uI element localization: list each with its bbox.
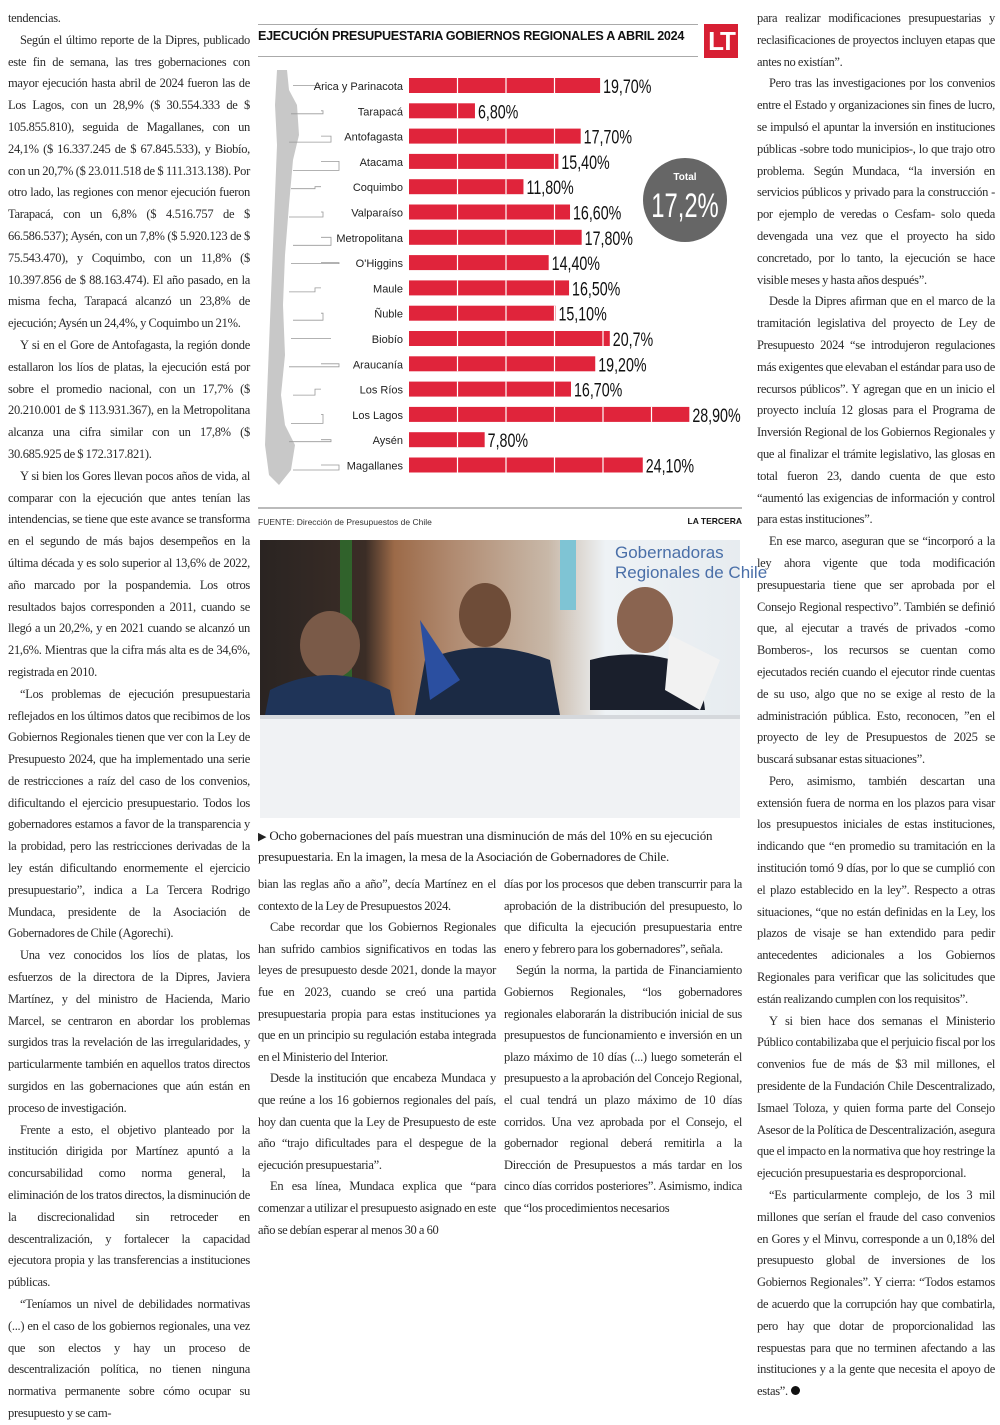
leader-line — [291, 263, 339, 264]
value-label: 19,20% — [598, 354, 647, 376]
photo-caption: ▶ Ocho gobernaciones del país muestran una disminución de más del 10% en su ejecución presupuestaria. En la imagen, la mesa de la Asociación de Gobernadores de Chile. — [258, 828, 713, 864]
photo-illustration — [260, 540, 768, 818]
chart-brand: LA TERCERA — [687, 516, 742, 526]
bar — [409, 230, 582, 245]
bar — [409, 331, 610, 346]
banner-text: Gobernadoras Regionales de Chile — [615, 543, 768, 582]
leader-line — [293, 465, 339, 470]
paragraph: Y si bien hace dos semanas el Ministerio Público contabilizaba que el perjuicio fiscal por los convenios fue de más de $3 mil millones, el presidente de la Fundación Chile Descentralizado, Ismael Toloza, y quien forma parte del Consejo Asesor de la Política de Descentralización, asegura que el impacto en la normativa que hoy restringe la ejecución presupuestaria es desproporcional. — [757, 1013, 995, 1181]
leader-line — [293, 313, 323, 320]
category-label: Magallanes — [346, 460, 403, 473]
paragraph: Pero tras las investigaciones por los convenios entre el Estado y organizaciones sin fines de lucro, se impulsó el apuntar la inversión en instituciones públicas -sobre todo municipios-, lo que trajo otro problema. Según Mundaca, “la inversión en servicios públicos y privado para la construcción -por ejemplo de veredas o Cesfam- solo queda devengada una vez que el proyecto ha sido concretado, por lo tanto, la ejecución se hace visible meses y hasta años después”. — [757, 76, 995, 287]
category-label: Atacama — [359, 156, 403, 169]
leader-line — [289, 440, 331, 442]
leader-line — [291, 414, 323, 423]
bar — [409, 356, 595, 371]
bar-chart — [255, 65, 745, 505]
value-label: 17,70% — [583, 126, 632, 149]
total-value: 17,2% — [651, 186, 719, 226]
caption-arrow-icon: ▶ — [258, 831, 267, 843]
value-label: 20,7% — [612, 329, 654, 351]
news-photo — [260, 540, 768, 818]
category-label: Biobío — [371, 334, 403, 346]
bar — [409, 458, 643, 473]
leader-line — [289, 364, 339, 367]
leader-line — [293, 161, 339, 170]
value-label: 28,90% — [692, 404, 741, 427]
divider — [258, 24, 698, 25]
bar — [409, 205, 570, 220]
divider — [258, 507, 742, 509]
paragraph: Cabe recordar que los Gobiernos Regionales han sufrido cambios significativos en todas las leyes de presupuesto desde 2021, donde la mayor fue en 2023, cuando se creó una partida presupuestaria propia para estas instituciones ya que en un principio su regulación estaba integrada en el Ministerio del Interior. — [258, 920, 496, 1064]
value-label: 6,80% — [477, 101, 519, 123]
end-mark-icon — [791, 1386, 800, 1395]
paragraph: Según la norma, la partida de Financiamiento Gobiernos Regionales, “los gobernadores regionales elaborarán la distribución inicial de sus presupuestos de funcionamiento e inversión en un plazo máximo de 10 días (...) luego someterán el presupuesto a la aprobación del Concejo Regional, el cual tendrá un plazo máximo de 10 días corridos. Una vez aprobada por el Consejo, el gobernador regional deberá remitirla a la Dirección de Presupuestos a más tardar en los cinco días corridos posteriores”. Asimismo, indica que “los procedimientos necesarios — [504, 963, 742, 1215]
divider — [258, 56, 698, 57]
paragraph: En esa línea, Mundaca explica que “para comenzar a utilizar el presupuesto asignado en este año se debían esperar al menos 30 a 60 — [258, 1179, 496, 1237]
bar — [409, 280, 569, 295]
la-tercera-logo: LT — [704, 24, 738, 58]
paragraph: Pero, asimismo, también descartan una extensión fuera de norma en los plazos para visar los presupuestos iniciales de estas instituciones, indicando que “en promedio su tramitación en la institución tomó 9 días, por lo que se cumplió con el plazo establecido en la ley”. Respecto a otras situaciones, “que no están definidas en la Ley, los plazos de visaje se han extendido para pedir antecedentes adicionales a los Gobiernos Regionales para verificar que las solicitudes que están realizando cumplen con los requisitos”. — [757, 773, 995, 1006]
paragraph: Desde la Dipres afirman que en el marco de la tramitación legislativa del proyecto de Ley de Presupuesto 2024 “se introdujeron regulaciones más exigentes que elevaban el estándar para uso de recursos públicos”. Y agregan que en un inicio el proyecto incluía 12 glosas para el Programa de Inversión Regional de los Gobiernos Regionales y que al finalizar el trámite legislativo, las glosas en total fueron 23, dando cuenta de que esto “aumentó las exigencias de información y control para estas instituciones”. — [757, 294, 995, 527]
paragraph: Frente a esto, el objetivo planteado por la institución dirigida por Martínez apuntó a la concursabilidad como norma general, la eliminación de los tratos directos, la disminución de la discrecionalidad sin retroceder en descentralización, y fortalecer la capacidad ejecutora propia y las transferencias a instituciones públicas. — [8, 1122, 250, 1290]
leader-line — [289, 288, 321, 292]
value-label: 11,80% — [526, 177, 574, 199]
value-label: 19,70% — [603, 76, 652, 98]
total-label: Total — [673, 172, 697, 183]
category-label: Ñuble — [374, 308, 403, 321]
chart-title: EJECUCIÓN PRESUPUESTARIA GOBIERNOS REGIONALES A ABRIL 2024 — [258, 29, 685, 43]
chile-map-icon — [265, 70, 299, 485]
value-label: 16,70% — [573, 379, 623, 402]
category-label: Araucanía — [352, 359, 403, 372]
value-label: 14,40% — [551, 253, 600, 275]
leader-line — [289, 212, 323, 217]
paragraph: “Es particularmente complejo, de los 3 mil millones que serían el fraude del caso convenios en Gores y el Minvu, corresponde a un 0,18% del presupuesto global de inversiones de los Gobiernos Regionales”. Y cierra: “Todos estamos de acuerdo que la corrupción hay que combatirla, pero hay que dotar de proporcionalidad las respuestas para que no terminen afectando a las instituciones y a la gente que necesita el apoyo de estas”. — [757, 1188, 995, 1399]
bar — [409, 255, 549, 270]
category-label: Arica y Parinacota — [313, 81, 403, 93]
category-label: Los Lagos — [352, 409, 403, 422]
article-column-3 — [504, 874, 742, 1220]
bar — [409, 407, 689, 422]
article-column-1 — [8, 8, 250, 1425]
paragraph: Y si en el Gore de Antofagasta, la región donde estallaron los líos de platas, la ejecución está por sobre el promedio nacional, con un 17,7% ($ 20.210.001 de $ 113.931.367), en la Metropolitana alcanza una cifra similar con un 17,8% ($ 30.685.925 de $ 172.317.821). — [8, 337, 250, 461]
bar — [409, 103, 475, 118]
value-label: 7,80% — [487, 430, 529, 452]
category-label: Maule — [373, 283, 403, 296]
category-label: Antofagasta — [344, 131, 403, 144]
category-label: Metropolitana — [336, 232, 403, 245]
category-label: Valparaíso — [351, 207, 403, 220]
paragraph: Desde la institución que encabeza Mundaca y que reúne a los 16 gobiernos regionales del país, hoy dan cuenta que la Ley de Presupuesto de este año “trajo dificultades para el despegue de la ejecución presupuestaria”. — [258, 1071, 496, 1172]
value-label: 15,40% — [561, 151, 610, 174]
value-label: 24,10% — [645, 455, 695, 478]
paragraph: tendencias. — [8, 11, 61, 25]
category-label: Los Ríos — [359, 384, 403, 397]
bar — [409, 306, 555, 321]
category-label: O'Higgins — [355, 258, 403, 271]
paragraph: Una vez conocidos los líos de platas, los esfuerzos de la directora de la Dipres, Javiera Martínez, y del ministro de Hacienda, Mario Marcel, se centraron en abordar los problemas surgidos tras la revelación de las irregularidades, y particularmente también en aquellos tratos directos surgidos en las gobernaciones que aún están en proceso de investigación. — [8, 948, 250, 1115]
paragraph: Y si bien los Gores llevan pocos años de vida, al comparar con la ejecución que antes tenían las intendencias, se tiene que este avance se transforma en el segundo de más bajos desempeños en la última década y es solo superior al 13,6% de 2022, año marcado por la pospandemia. Los otros resultados bajos corresponden a 2011, cuando se llegó a un 20,2%, y en 2021 cuando se alcanzó un 21,6%. Mientras que la cifra más alta es de 34,6%, registrada en 2010. — [8, 468, 250, 679]
chart-source: FUENTE: Dirección de Presupuestos de Chile — [258, 517, 432, 527]
category-label: Coquimbo — [352, 182, 403, 195]
paragraph: días por los procesos que deben transcurrir para la aprobación de la distribución del presupuesto, lo que dificulta la ejecución presupuestaria entre enero y febrero para los gobernadores”, señala. — [504, 877, 742, 956]
paragraph: “Teníamos un nivel de debilidades normativas (...) en el caso de los gobiernos regionales, una vez que son electos y hay un proceso de descentralización política, no tienen ninguna normativa permanente sobre cómo ocupar su presupuesto y se cam- — [8, 1297, 250, 1420]
value-label: 15,10% — [558, 303, 607, 326]
value-label: 16,60% — [573, 202, 622, 225]
bar — [409, 432, 485, 447]
bar — [409, 382, 571, 397]
bar — [409, 78, 600, 93]
article-column-2 — [258, 874, 496, 1241]
paragraph: bian las reglas año a año”, decía Martínez en el contexto de la Ley de Presupuestos 2024. — [258, 877, 496, 913]
paragraph: para realizar modificaciones presupuestarias y reclasificaciones de proyectos incluyen etapas que antes no existían”. — [757, 11, 995, 69]
leader-line — [293, 389, 321, 395]
leader-line — [293, 237, 331, 245]
paragraph: Según el último reporte de la Dipres, publicado este fin de semana, las tres gobernaciones con mayor ejecución hasta abril de 2024 fueron las de Los Lagos, con un 28,9% ($ 30.554.333 de $ 105.855.810), seguida de Magallanes, con un 24,1% ($ 16.337.245 de $ 67.845.533), y Biobío, con un 20,7% ($ 23.011.518 de $ 111.313.138). Por otro lado, las regiones con menor ejecución fueron Tarapacá, con un 6,8% ($ 4.516.757 de $ 66.586.537); Aysén, con un 7,8% ($ 5.920.123 de $ 75.543.470), y Coquimbo, con un 11,8% ($ 10.397.856 de $ 88.163.474). El año pasado, en la misma fecha, Tarapacá alcanzó un 23,8% de ejecución; Aysén un 24,4%, y Coquimbo un 21%. — [8, 32, 250, 331]
article-column-4 — [757, 8, 995, 1403]
value-label: 17,80% — [584, 227, 633, 250]
value-label: 16,50% — [572, 278, 621, 300]
leader-line — [291, 187, 321, 189]
bar — [409, 154, 558, 169]
paragraph: “Los problemas de ejecución presupuestaria reflejados en los últimos datos que recibimos de los Gobiernos Regionales tienen que ver con la Ley de Presupuesto 2024, que ha implementado una serie de restricciones a raíz del caso de los convenios, dificultando el ejercicio presupuestario. Todos los gobernadores estamos a favor de la transparencia y la probidad, pero las restricciones derivadas de la ley están dificultando enormemente el ejercicio presupuestario”, indica a La Tercera Rodrigo Mundaca, presidente de la Asociación de Gobernadores de Chile (Agorechi). — [8, 686, 250, 941]
category-label: Tarapacá — [357, 106, 403, 119]
paragraph: En ese marco, aseguran que se “incorporó a la ley ahora vigente que toda modificación presupuestaria tiene que ser aprobada por el Consejo Regional respectivo”. También se definió que, al ejecutar a través de privados -como Bomberos-, los recursos se cuentan como ejecutados recién cuando el ejecutor rinde cuentas de su uso, algo que no se exige al resto de la administración pública. Esto, reconocen, ”en el proyecto de ley de Presupuestos de 2025 se buscará subsanar estas situaciones”. — [757, 534, 995, 767]
category-label: Aysén — [372, 435, 403, 448]
